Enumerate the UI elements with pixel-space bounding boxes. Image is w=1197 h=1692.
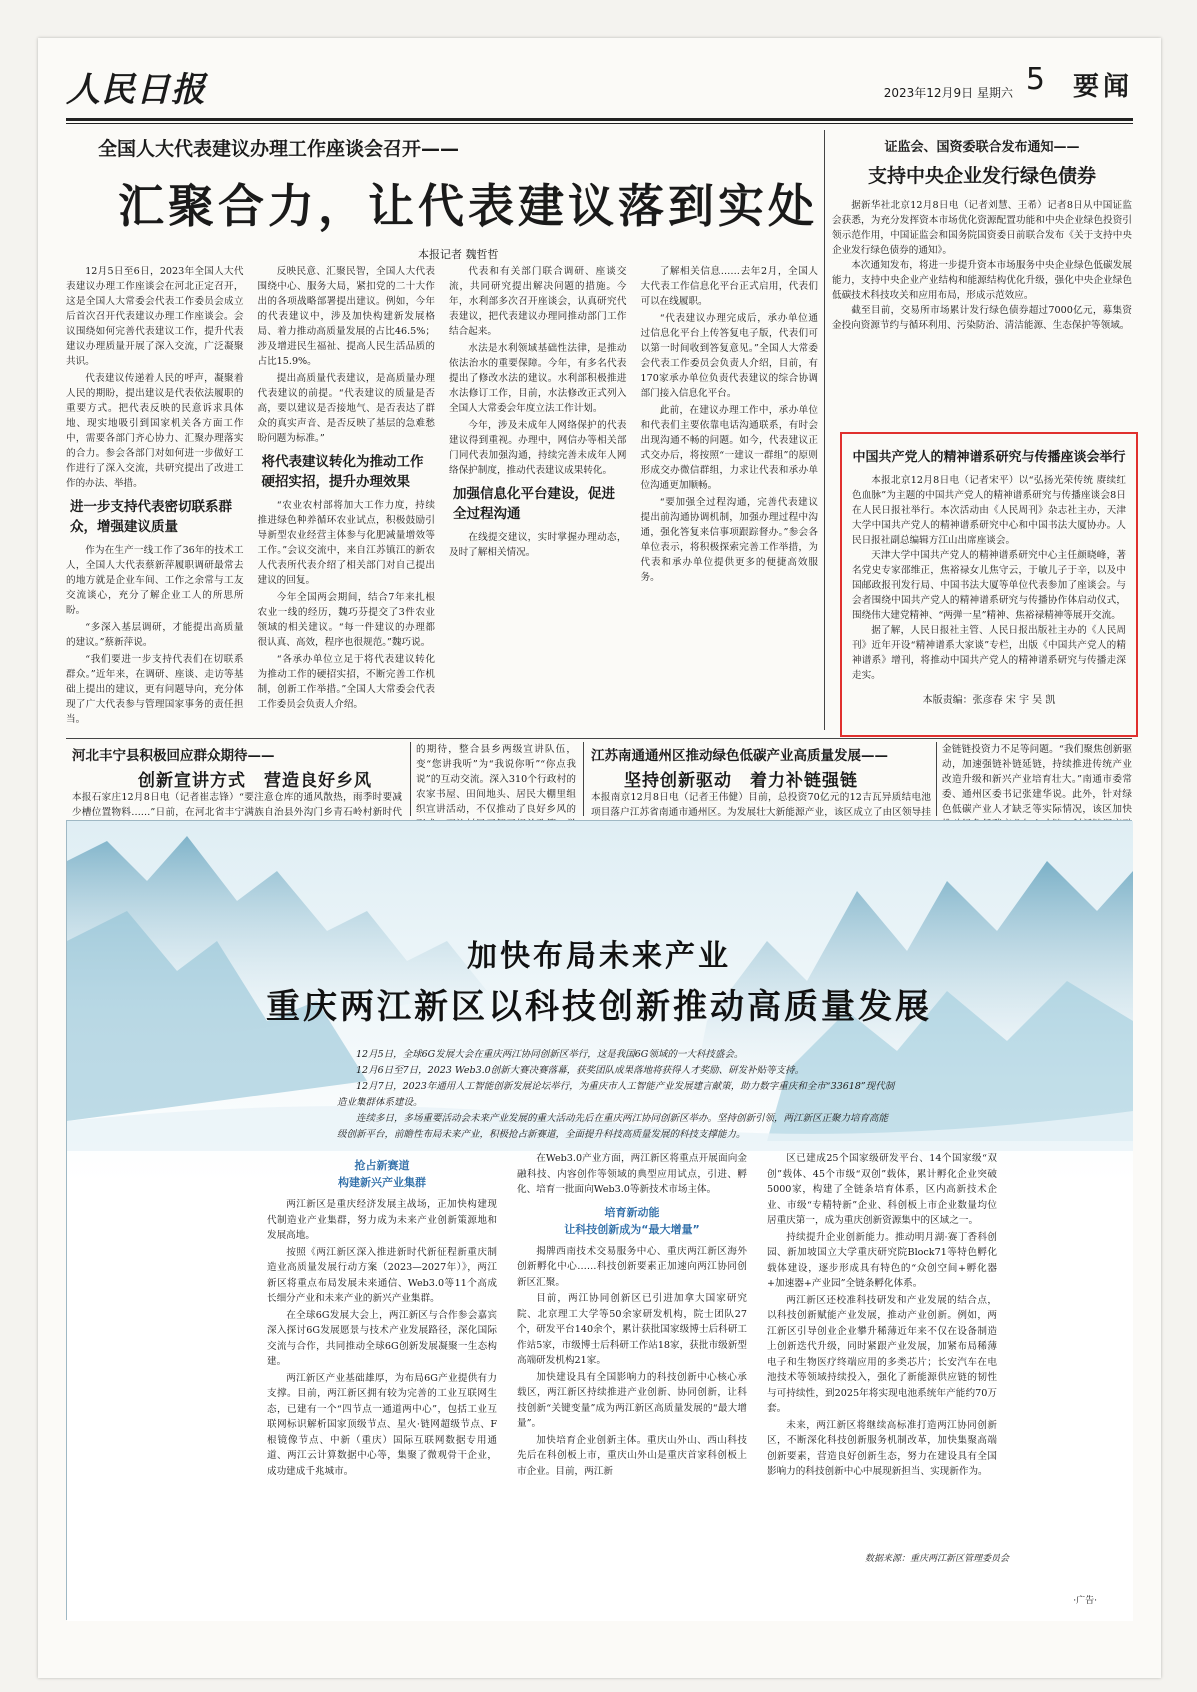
paragraph: 作为在生产一线工作了36年的技术工人，全国人大代表蔡新萍履职调研最常去的地方就是企业车间、工作之余常与工友交流谈心，充分了解企业工人的所思所盼。: [66, 545, 244, 616]
main-byline: 本报记者 魏哲哲: [418, 248, 499, 261]
masthead-rule-thin: [66, 123, 1133, 124]
paragraph: “代表建议办理完成后，承办单位通过信息化平台上传答复电子版，代表们可以第一时间收到答复意见。”全国人大常委会代表工作委员会负责人介绍，目前，有170家承办单位负责代表建议的综合协调部门接入信息化平台。: [640, 313, 818, 399]
strip-left-kicker: 河北丰宁县积极回应群众期待——: [72, 748, 275, 764]
paragraph: 区已建成25个国家级研发平台、14个国家级“双创”载体、45个市级“双创”载体，累计孵化企业突破5000家，构建了全链条培育体系，区内高新技术企业、市级“专精特新”企业、科创板上市企业数量均位居重庆第一，成为重庆创新资源集中的区域之一。: [767, 1153, 997, 1226]
brief-headline: 中国共产党人的精神谱系研究与传播座谈会举行: [852, 450, 1126, 465]
brief-kicker: 证监会、国资委联合发布通知——: [884, 140, 1080, 155]
column-divider: [824, 130, 825, 730]
paragraph: 两江新区产业基础雄厚，为布局6G产业提供有力支撑。目前，两江新区拥有较为完善的工业互联网生态，已建有一个“四节点一通道两中心”，包括工业互联网标识解析国家顶级节点、星火·链网超级节点、F根镜像节点、中新（重庆）国际互联网数据专用通道、两江云计算数据中心等，集聚了微观骨干企业，成功建成千兆城市。: [267, 1372, 497, 1477]
ad-data-source: 数据来源：重庆两江新区管理委员会: [864, 1554, 1009, 1564]
main-column-4: [641, 264, 819, 722]
paragraph: “农业农村部将加大工作力度，持续推进绿色种养循环农业试点，积极鼓励引导新型农业经营主体参与化肥减量增效等工作。”会议交流中，来自江苏镇江的新农人代表所代表介绍了相关部门对自己提出建议的回复。: [257, 500, 435, 586]
main-column-1: [66, 264, 244, 725]
paragraph: “我们要进一步支持代表们在切联系群众。”近年来，在调研、座谈、走访等基础上提出的建议，更有问题导向，充分体现了广大代表参与管理国家事务的责任担当。: [66, 654, 244, 725]
paragraph: 本次通知发布，将进一步提升资本市场服务中央企业绿色低碳发展能力，支持中央企业产业结构和能源结构优化升级，强化中央企业绿色低碳技术科技攻关和应用布局，形成示范效应。: [832, 260, 1132, 301]
paragraph: “要加强全过程沟通，完善代表建议提出前沟通协调机制，加强办理过程中沟通，强化答复来信事项跟踪督办。”参会各单位表示，将积极探索完善工作举措，为代表和承办单位提供更多的便捷高效服务。: [640, 497, 818, 583]
issue-date: 2023年12月9日 星期六: [883, 86, 1013, 100]
paragraph: 两江新区还校准科技研发和产业发展的结合点，以科技创新赋能产业发展，推动产业创新。例如，两江新区引导创业企业攀升稀薄近年来不仅在设备制造上创新迭代升级，同时紧跟产业发展，加紧布局稀薄电子和生物医疗终端应用的多类芯片；长安汽车在电池技术等领域持续投入，强化了新能源供应链的韧性与可持续性，到2025年将实现电池系统年产能约70万套。: [767, 1294, 997, 1414]
paragraph: 本报北京12月8日电（记者宋平）以“弘扬光荣传统 赓续红色血脉”为主题的中国共产党人的精神谱系研究与传播座谈会8日在人民日报社举行。本次活动由《人民周刊》杂志社主办，天津大学中国共产党人的精神谱系研究中心和中国书法大厦协办。人民日报社副总编辑方江山出席座谈会。: [852, 475, 1126, 546]
paragraph: 揭牌西南技术交易服务中心、重庆两江新区海外创新孵化中心……科技创新要素正加速向两江协同创新区汇聚。: [517, 1245, 747, 1288]
brief-body: [832, 198, 1132, 333]
column-divider: [936, 742, 937, 816]
strip-right-text-1: 本报南京12月8日电（记者王伟健）目前，总投资70亿元的12吉瓦异质结电池项目落户江苏省南通市通州区。为发展壮大新能源产业，该区成立了由区领导挂: [591, 792, 931, 818]
masthead: [66, 58, 1133, 114]
paragraph: 在线提交建议，实时掌握办理动态，及时了解相关情况。: [449, 532, 627, 558]
paragraph: 在全球6G发展大会上，两江新区与合作参会嘉宾深入探讨6G发展愿景与技术产业发展路径，深化国际交流与合作，共同推动全球6G创新发展凝聚一生态构建。: [267, 1309, 497, 1367]
paragraph: “各承办单位立足于将代表建议转化为推动工作的硬招实招，不断完善工作机制，创新工作举措。”全国人大常委会代表工作委员会负责人介绍。: [257, 654, 435, 710]
brief-green-bonds: [832, 136, 1132, 333]
strip-left-text-1: 本报石家庄12月8日电（记者崔志锋）“要注意仓库的通风散热，雨季时要减少槽位置物料……”日前，在河北省丰宁满族自治县外沟门乡青石岭村新时代: [72, 792, 402, 818]
column-divider: [583, 742, 584, 816]
page-editors: 本版责编：张彦春 宋 宇 吴 凯: [922, 695, 1056, 706]
ad-column-2: [517, 1151, 747, 1511]
strip-right-text-2: 金链链投资力不足等问题。“我们聚焦创新驱动，加速强链补链延链，持续推进传统产业改造升级和新兴产业培育壮大。”南通市委常委、通州区委书记张建华说。此外，针对绿色低碳产业人才缺乏等实际情况，该区加快: [942, 744, 1132, 815]
ad-subheading: 抢占新赛道 构建新兴产业集群: [338, 1159, 426, 1189]
main-article-body: [66, 264, 818, 725]
paragraph: 加快建设具有全国影响力的科技创新中心核心承载区，两江新区持续推进产业创新、协同创新，让科技创新“关键变量”成为两江新区高质量发展的“最大增量”。: [517, 1371, 747, 1429]
main-column-3: [449, 264, 627, 722]
paragraph: 按照《两江新区深入推进新时代新征程新重庆制造业高质量发展行动方案（2023—2027年）》，两江新区将重点布局发展未来通信、Web3.0等11个高成长细分产业和未来产业的新兴产业集群。: [267, 1246, 497, 1304]
paragraph: 代表和有关部门联合调研、座谈交流，共同研究提出解决问题的措施。今年，水利部多次召开座谈会，认真研究代表建议，把代表建议办理同推动部门工作结合起来。: [449, 266, 627, 337]
strip-left-headline: 创新宣讲方式 营造良好乡风: [138, 771, 372, 791]
page-number: 5: [1025, 62, 1045, 97]
paragraph: 据了解，人民日报社主管、人民日报出版社主办的《人民周刊》近年开设“精神谱系大家谈”专栏，出版《中国共产党人的精神谱系》增刊，将推动中国共产党人的精神谱系研究与传播走深走实。: [852, 625, 1126, 681]
brief-headline: 支持中央企业发行绿色债券: [867, 165, 1096, 187]
paragraph: 12月7日，2023年通用人工智能创新发展论坛举行，为重庆市人工智能产业发展建言献策，助力数字重庆和全市“33618”现代制造业集群体系建设。: [337, 1081, 895, 1108]
ad-column-1: [267, 1151, 497, 1511]
paragraph: 持续提升企业创新能力。推动明月湖·赛丁香科创园、新加坡国立大学重庆研究院Block71等特色孵化载体建设，逐步形成具有特色的“众创空间+孵化器+加速器+产业园”全链条孵化体系。: [767, 1231, 997, 1289]
paragraph: 12月6日至7日，2023 Web3.0创新大赛决赛落幕，获奖团队成果落地将获得人才奖励、研发补贴等支持。: [356, 1065, 805, 1076]
highlighted-brief-spirit-pedigree: [840, 432, 1138, 737]
main-headline: 汇聚合力，让代表建议落到实处: [118, 179, 818, 233]
ad-intro: [337, 1047, 897, 1143]
column-divider: [410, 742, 411, 816]
paragraph: 此前，在建议办理工作中，承办单位和代表们主要依靠电话沟通联系，有时会出现沟通不畅的问题。如今，代表建议正式交办后，将按照“一建议一群组”的原则形成交办微信群组，力求让代表和承办单位沟通更加顺畅。: [640, 405, 818, 491]
paragraph: 今年，涉及未成年人网络保护的代表建议得到重视。办理中，网信办等相关部门同代表加强沟通，持续完善未成年人网络保护制度，推动代表建议成果转化。: [449, 420, 627, 476]
paragraph: 连续多日，多场重要活动会未来产业发展的重大活动先后在重庆两江协同创新区举办。坚持创新引领，两江新区正聚力培育高能级创新平台，前瞻性布局未来产业，积极抢占新赛道，全面提升科技高质量发展的科技支撑能力。: [337, 1113, 889, 1140]
paragraph: 两江新区是重庆经济发展主战场，正加快构建现代制造业产业集群，努力成为未来产业创新策源地和发展高地。: [267, 1199, 497, 1241]
paragraph: 了解相关信息……去年2月，全国人大代表工作信息化平台正式启用，代表们可以在线履职。: [640, 266, 818, 307]
ad-label: ·广告·: [1073, 1596, 1097, 1606]
paragraph: 12月5日至6日，2023年全国人大代表建议办理工作座谈会在河北正定召开，这是全国人大常委会代表工作委员会成立后首次召开代表建议办理工作座谈会。会议围绕如何完善代表建议工作，提升代表建议办理质量开展了深入交流，广泛凝聚共识。: [66, 266, 244, 367]
paragraph: 12月5日，全球6G发展大会在重庆两江协同创新区举行，这是我国6G领域的一大科技盛会。: [356, 1049, 744, 1060]
paragraph: 在Web3.0产业方面，两江新区将重点开展面向金融科技、内容创作等领域的典型应用试点，引进、孵化、培育一批面向Web3.0等新技术市场主体。: [517, 1153, 747, 1195]
paragraph: 提出高质量代表建议，是高质量办理代表建议的前提。“代表建议的质量是否高，要以建议是否接地气、是否表达了群众的真实声音、是否反映了基层的急难愁盼问题为标准。”: [257, 373, 435, 444]
main-column-2: [258, 264, 436, 722]
ad-column-3: [767, 1151, 997, 1511]
paragraph: 加快培育企业创新主体。重庆山外山、西山科技先后在科创板上市，重庆山外山是重庆首家科创板上市企业。目前，两江新: [517, 1434, 747, 1477]
ad-subheading: 培育新动能 让科技创新成为“最大增量”: [564, 1205, 700, 1236]
subheading: 进一步支持代表密切联系群众，增强建议质量: [70, 499, 232, 535]
advertorial: [66, 820, 1132, 1620]
strip-right-headline: 坚持创新驱动 着力补链强链: [624, 771, 858, 791]
paragraph: 天津大学中国共产党人的精神谱系研究中心主任颜晓峰，著名党史专家邵维正，焦裕禄女儿焦守云，于敏儿子于辛，以及中国邮政报刊发行局、中国书法大厦等单位代表参加了座谈会。与会者围绕中国共产党人的精神谱系研究与传播协作体启动仪式，围绕伟大建党精神、“两弹一星”精神、焦裕禄精神等展开交流。: [852, 550, 1126, 621]
paragraph: 水法是水利领域基础性法律，是推动依法治水的重要保障。今年，有多名代表提出了修改水法的建议。水利部积极推进水法修订工作，目前，水法修改正式列入全国人大常委会年度立法工作计划。: [449, 343, 627, 414]
newspaper-page: [38, 38, 1161, 1678]
paragraph: “多深入基层调研，才能提出高质量的建议。”蔡新萍说。: [66, 622, 244, 648]
strip-right-kicker: 江苏南通通州区推动绿色低碳产业高质量发展——: [591, 748, 888, 764]
main-kicker: 全国人大代表建议办理工作座谈会召开——: [98, 138, 460, 160]
paragraph: 今年全国两会期间，结合7年来扎根农业一线的经历，魏巧芬提交了3件农业领域的相关建议。“每一件建议的办理都很认真、高效，程序也很规范。”魏巧说。: [257, 592, 435, 648]
page-section: 要闻: [1072, 72, 1133, 102]
masthead-rule: [66, 118, 1133, 121]
brief-body: [852, 473, 1126, 683]
newspaper-logo: 人民日报: [66, 70, 206, 110]
paragraph: 目前，两江协同创新区已引进加拿大国家研究院、北京理工大学等50余家研发机构，院士团队27个，研发平台140余个，累计获批国家级博士后科研工作站5家，市级博士后科研工作站18家，获批市级新型高端研发机构21家。: [517, 1293, 747, 1366]
strip-left-text-2: 的期待，整合县乡两级宣讲队伍，变“您讲我听”为“我说你听”“你点我说”的互动交流。深入310个行政村的农家书屋、田间地头、居民大棚里组织宣讲活动，不仅推动了良好乡风的: [416, 744, 576, 815]
paragraph: 据新华社北京12月8日电（记者刘慧、王希）记者8日从中国证监会获悉，为充分发挥资本市场优化资源配置功能和中央企业绿色投资引领示范作用，中国证监会和国务院国资委日前联合发布《关于支持中央企业发行绿色债券的通知》。: [832, 200, 1132, 256]
paragraph: 未来，两江新区将继续高标准打造两江协同创新区，不断深化科技创新服务机制改革，加快集聚高端创新要素，营造良好创新生态，努力在建设具有全国影响力的科技创新中心中展现新担当、实现新作为。: [767, 1419, 997, 1477]
ad-title-2: 重庆两江新区以科技创新推动高质量发展: [266, 987, 932, 1027]
section-divider: [66, 738, 1132, 739]
subheading: 加强信息化平台建设，促进全过程沟通: [453, 486, 615, 522]
subheading: 将代表建议转化为推动工作硬招实招，提升办理效果: [261, 454, 424, 490]
paragraph: 截至目前，交易所市场累计发行绿色债券超过7000亿元，募集资金投向资源节约与循环利用、污染防治、清洁能源、生态保护等领域。: [832, 305, 1132, 331]
ad-body: [267, 1151, 997, 1511]
ad-title-1: 加快布局未来产业: [467, 939, 731, 974]
paragraph: 代表建议传递着人民的呼声，凝聚着人民的期盼，提出建议是代表依法履职的重要方式。把代表反映的民意诉求具体地、现实地吸引到国家机关各方面工作中，需要各部门齐心协力、汇聚办理落实的合力。参会各部门对如何进一步做好工作进行了深入交流，共研究提出了改进工作的办法、举措。: [66, 373, 244, 489]
paragraph: 反映民意、汇聚民智，全国人大代表围绕中心、服务大局，紧扣党的二十大作出的各项战略部署提出建议。例如，今年的代表建议中，涉及加快构建新发展格局、着力推动高质量发展的占比46.5%；涉及增进民生福祉、提高人民生活品质的占比15.9%。: [257, 266, 435, 367]
